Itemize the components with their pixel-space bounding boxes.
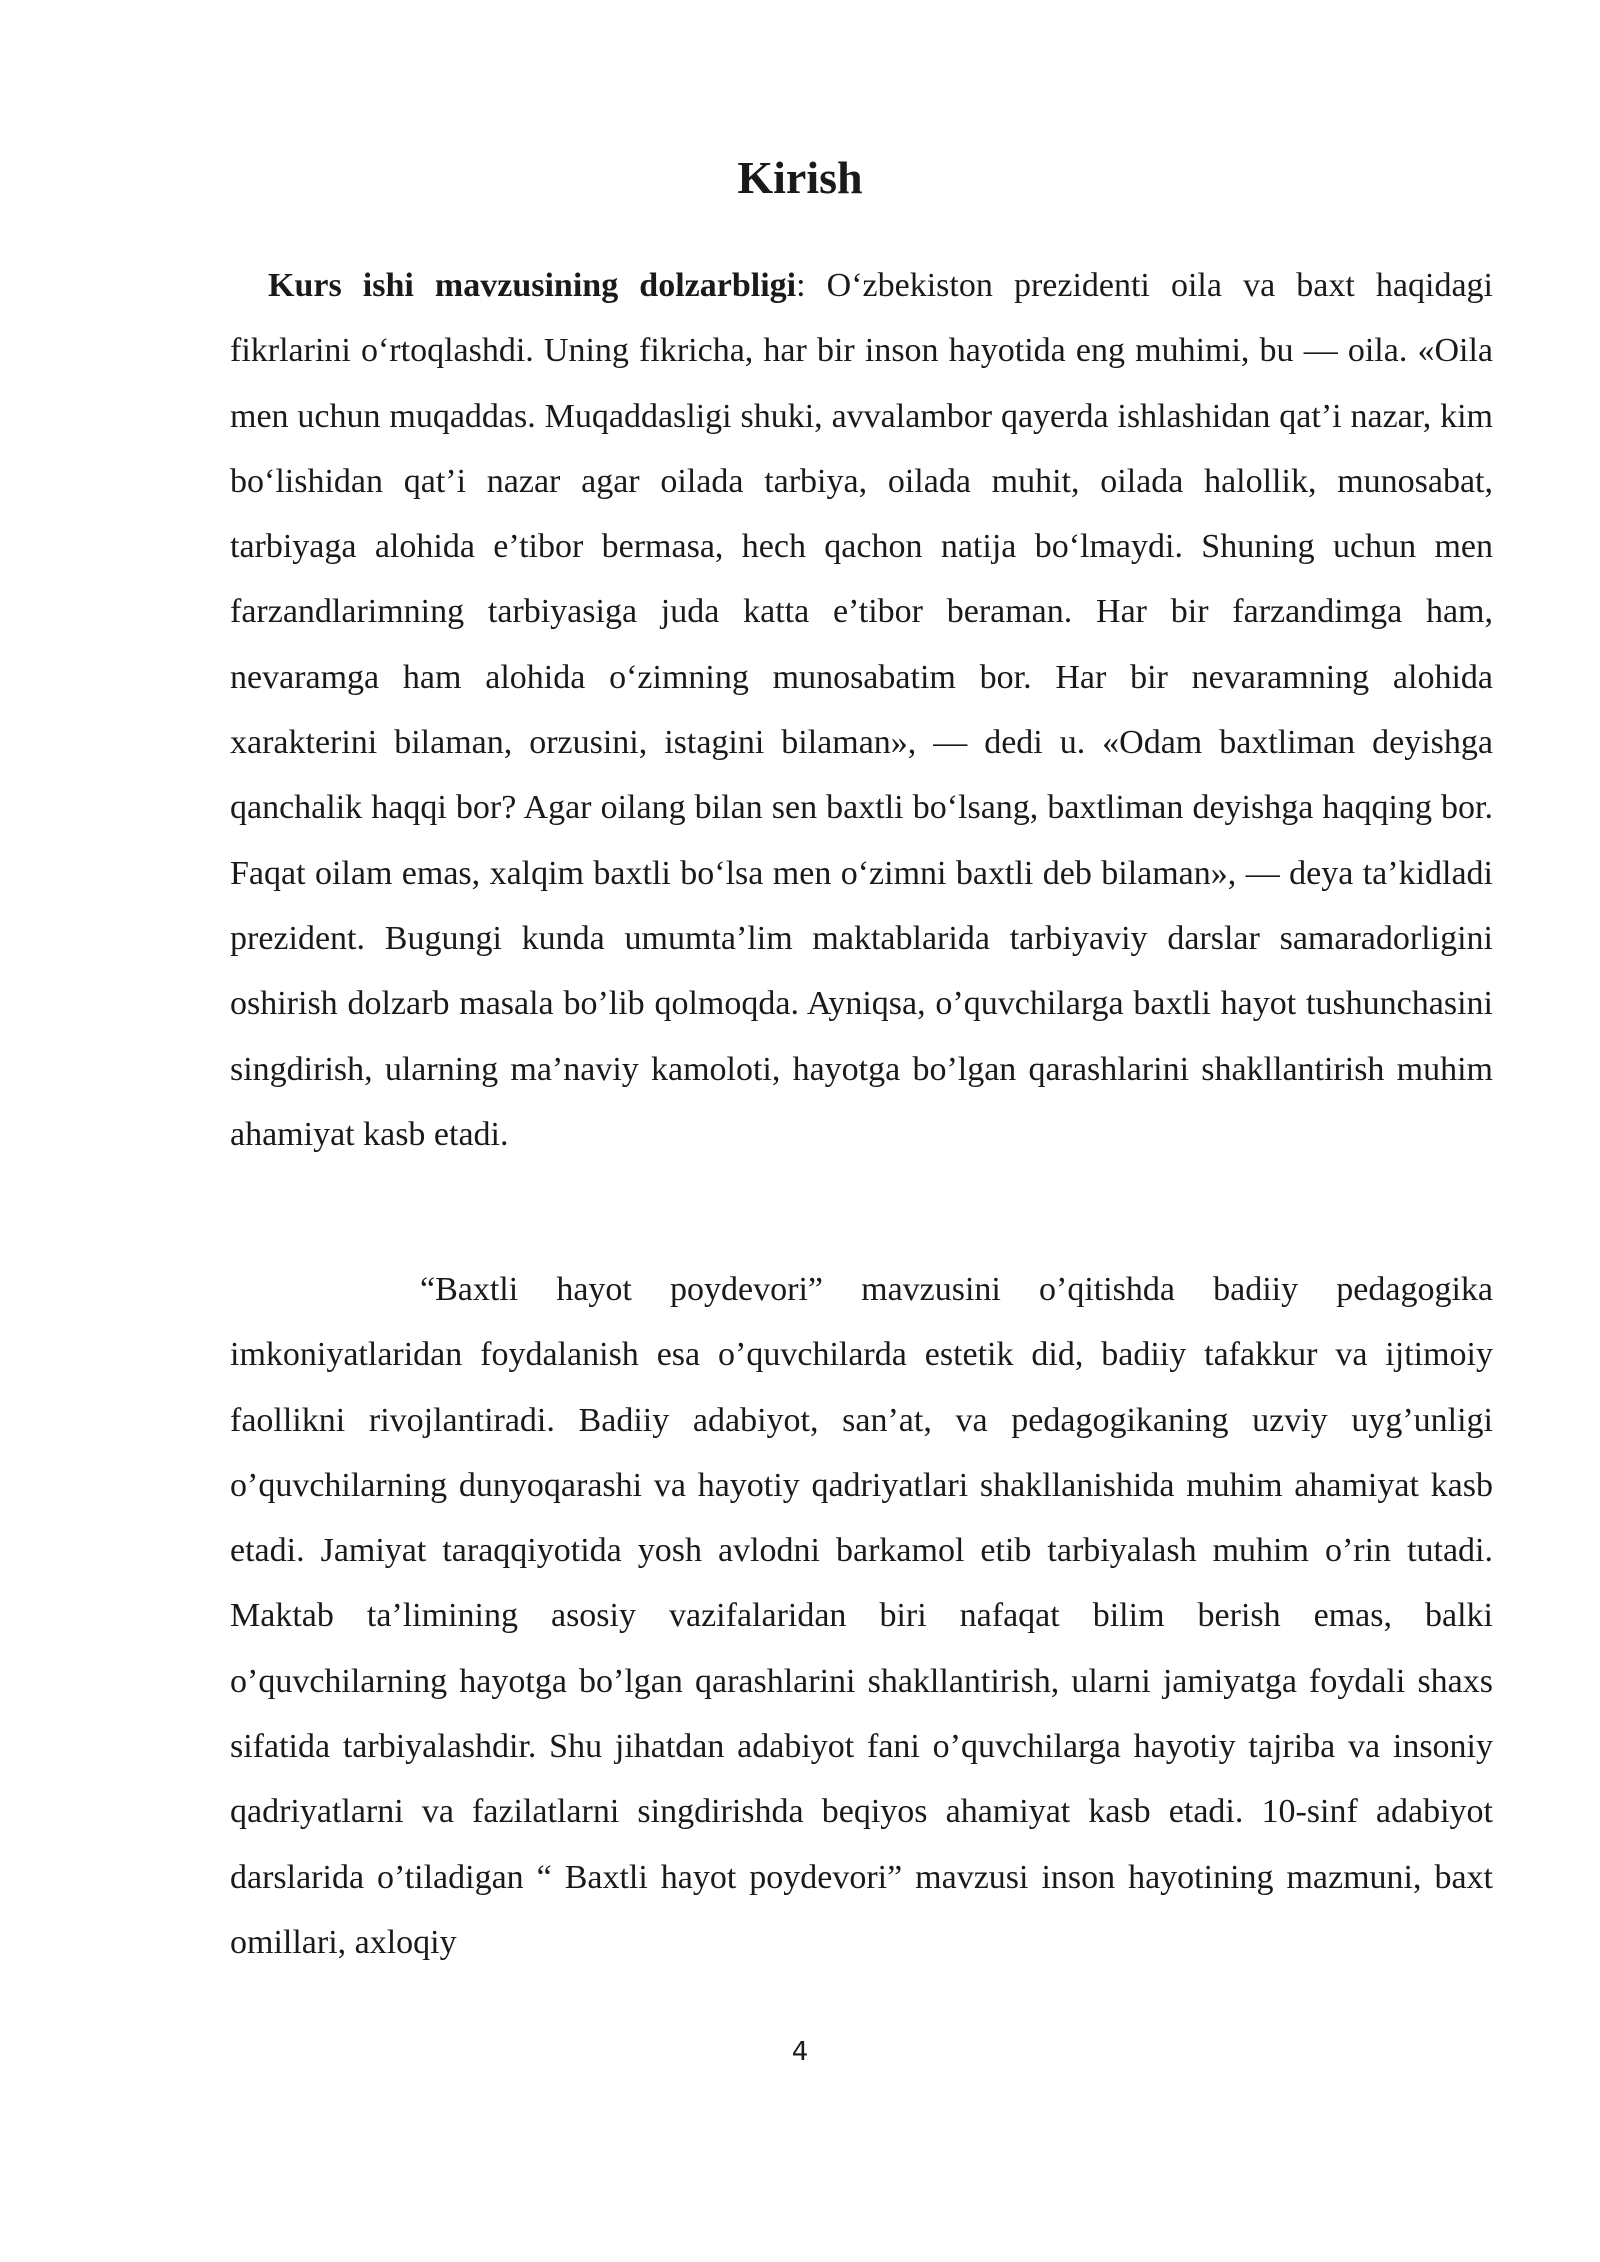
page-number: 4 xyxy=(791,2037,809,2067)
paragraph-1-lead: Kurs ishi mavzusining dolzarbligi xyxy=(268,267,797,304)
paragraph-1 xyxy=(230,253,1493,1167)
paragraph-1-text: : O‘zbekiston prezidenti oila va baxt haqidagi fikrlarini o‘rtoqlashdi. Uning fikricha, har bir inson hayotida eng muhimi, bu — oila. «Oila men uchun muqaddas. Muqaddasligi shuki, avvalambor qayerda ishlashidan qat’i nazar, kim bo‘lishidan qat’i nazar agar oilada tarbiya, oilada muhit, oilada halollik, munosabat, tarbiyaga alohida e’tibor bermasa, hech qachon natija bo‘lmaydi. Shuning uchun men farzandlarimning tarbiyasiga juda katta e’tibor beraman. Har bir farzandimga ham, nevaramga ham alohida o‘zimning munosabatim bor. Har bir nevaramning alohida xarakterini bilaman, orzusini, istagini bilaman», — dedi u. «Odam baxtliman deyishga qanchalik haqqi bor? Agar oilang bilan sen baxtli bo‘lsang, baxtliman deyishga haqqing bor. Faqat oilam emas, xalqim baxtli bo‘lsa men o‘zimni baxtli deb bilaman», — deya ta’kidladi prezident. Bugungi kunda umumta’lim maktablarida tarbiyaviy darslar samaradorligini oshirish dolzarb masala bo’lib qolmoqda. Ayniqsa, o’quvchilarga baxtli hayot tushunchasini singdirish, ularning ma’naviy kamoloti, hayotga bo’lgan qarashlarini shakllantirish muhim ahamiyat kasb etadi. xyxy=(230,267,1493,1153)
paragraph-2: “Baxtli hayot poydevori” mavzusini o’qitishda badiiy pedagogika imkoniyatlaridan foydalanish esa o’quvchilarda estetik did, badiiy tafakkur va ijtimoiy faollikni rivojlantiradi. Badiiy adabiyot, san’at, va pedagogikaning uzviy uyg’unligi o’quvchilarning dunyoqarashi va hayotiy qadriyatlari shakllanishida muhim ahamiyat kasb etadi. Jamiyat taraqqiyotida yosh avlodni barkamol etib tarbiyalash muhim o’rin tutadi. Maktab ta’limining asosiy vazifalaridan biri nafaqat bilim berish emas, balki o’quvchilarning hayotga bo’lgan qarashlarini shakllantirish, ularni jamiyatga foydali shaxs sifatida tarbiyalashdir. Shu jihatdan adabiyot fani o’quvchilarga hayotiy tajriba va insoniy qadriyatlarni va fazilatlarni singdirishda beqiyos ahamiyat kasb etadi. 10-sinf adabiyot darslarida o’tiladigan “ Baxtli hayot poydevori” mavzusi inson hayotining mazmuni, baxt omillari, axloqiy xyxy=(230,1271,1493,1961)
page-title: Kirish xyxy=(737,152,863,203)
